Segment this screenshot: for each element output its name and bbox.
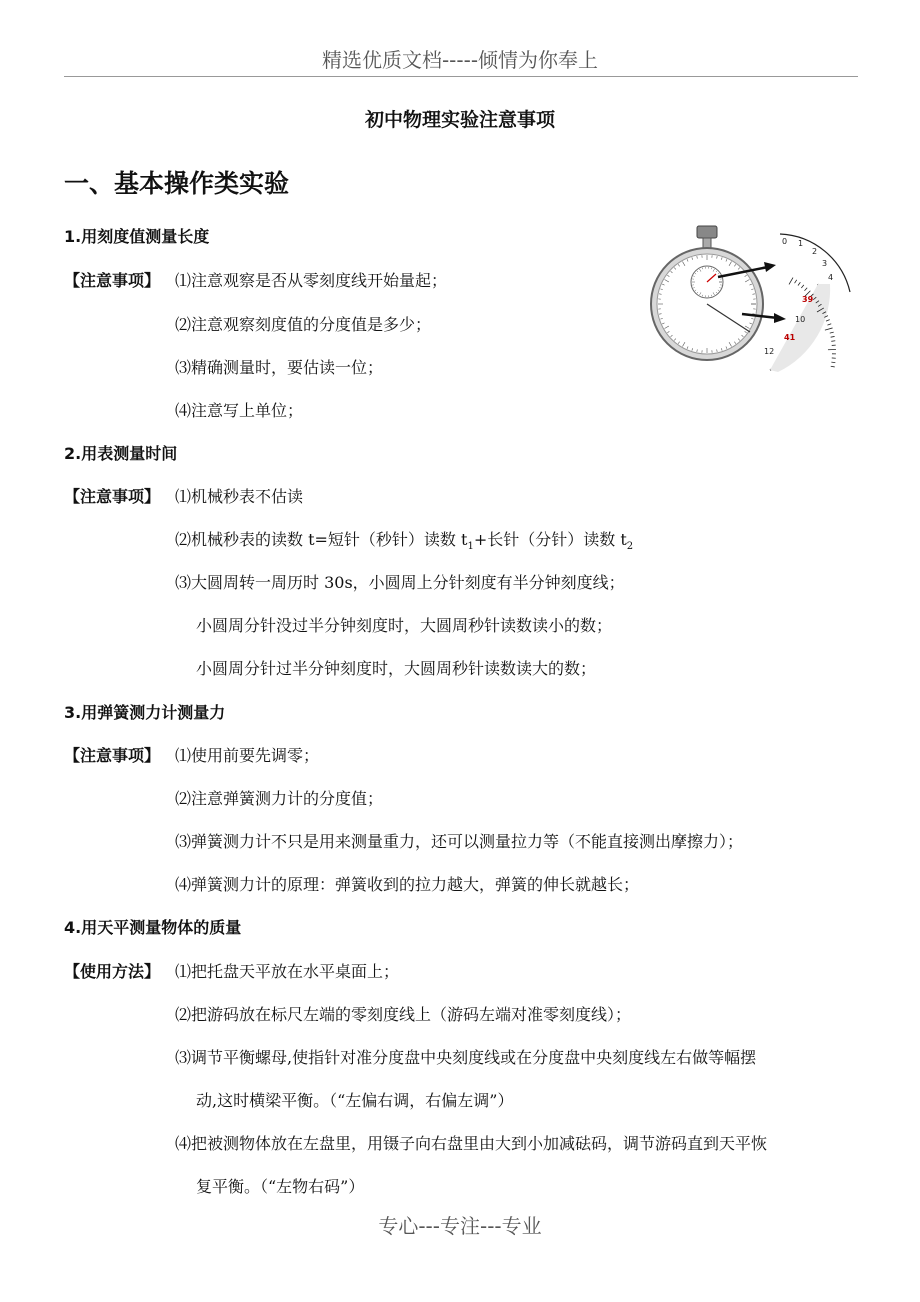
section-title: 一、基本操作类实验: [64, 169, 290, 198]
enlarged-scale-tick: [827, 324, 831, 325]
small-dial-label-4: 4: [828, 273, 834, 282]
enlarged-scale-tick: [831, 341, 835, 342]
enlarged-scale-band: [770, 284, 830, 372]
stopwatch-crown: [697, 226, 717, 238]
small-dial-label-3: 3: [822, 259, 828, 268]
stopwatch-reading-part-2: +长针（分针）读数 t: [473, 530, 627, 549]
item-4-line-5: ⑷把被测物体放在左盘里，用镊子向右盘里由大到小加减砝码，调节游码直到天平恢: [175, 1134, 768, 1153]
item-heading-4: 4.用天平测量物体的质量: [64, 918, 242, 937]
enlarged-scale-tick: [798, 282, 800, 285]
item-tag-4: 【使用方法】: [64, 962, 161, 981]
item-4-line-6: 复平衡。（“左物右码”）: [196, 1177, 365, 1196]
enlarged-scale-tick: [805, 288, 808, 291]
item-tag-1: 【注意事项】: [64, 271, 161, 290]
page-footer: 专心---专注---专业: [378, 1214, 542, 1238]
item-tag-2: 【注意事项】: [64, 487, 161, 506]
item-1-line-2: ⑵注意观察刻度值的分度值是多少；: [175, 315, 432, 334]
item-4-line-4: 动,这时横梁平衡。（“左偏右调，右偏左调”）: [196, 1091, 514, 1110]
large-dial-label-41: 41: [784, 333, 796, 342]
item-heading-2: 2.用表测量时间: [64, 444, 178, 463]
small-dial-label-1: 1: [798, 239, 804, 248]
page-header: 精选优质文档-----倾情为你奉上: [321, 48, 599, 72]
item-1-line-4: ⑷注意写上单位；: [175, 401, 304, 420]
item-heading-1: 1.用刻度值测量长度: [64, 227, 210, 246]
small-dial-label-2: 2: [812, 247, 818, 256]
document-title: 初中物理实验注意事项: [364, 109, 555, 131]
stopwatch-stem: [703, 238, 711, 248]
item-4-line-2: ⑵把游码放在标尺左端的零刻度线上（游码左端对准零刻度线）；: [175, 1005, 632, 1024]
enlarged-scale-tick: [795, 280, 797, 283]
item-3-line-1: ⑴使用前要先调零；: [175, 746, 320, 765]
enlarged-scale-tick: [789, 278, 793, 285]
enlarged-scale-tick: [801, 285, 804, 288]
small-dial-label-0: 0: [782, 237, 788, 246]
arrow-head-2: [774, 313, 786, 323]
item-2-line-1: ⑴机械秒表不估读: [175, 487, 304, 506]
item-3-line-2: ⑵注意弹簧测力计的分度值；: [175, 789, 384, 808]
enlarged-small-scale: [780, 234, 850, 292]
large-dial-label-12: 12: [764, 347, 775, 356]
enlarged-scale-tick: [825, 328, 833, 330]
header-rule: [64, 76, 858, 77]
item-1-line-1: ⑴注意观察是否从零刻度线开始量起；: [175, 271, 448, 290]
item-3-line-3: ⑶弹簧测力计不只是用来测量重力，还可以测量拉力等（不能直接测出摩擦力）；: [175, 832, 744, 851]
item-4-line-3: ⑶调节平衡螺母,使指针对准分度盘中央刻度线或在分度盘中央刻度线左右做等幅摆: [175, 1048, 757, 1067]
item-2-line-2: [175, 527, 633, 552]
stopwatch-illustration: [650, 222, 860, 372]
enlarged-scale-tick: [830, 332, 834, 333]
item-4-line-1: ⑴把托盘天平放在水平桌面上；: [175, 962, 400, 981]
item-heading-3: 3.用弹簧测力计测量力: [64, 703, 226, 722]
item-3-line-4: ⑷弹簧测力计的原理：弹簧收到的拉力越大，弹簧的伸长就越长；: [175, 875, 640, 894]
item-2-line-4: 小圆周分针没过半分钟刻度时，大圆周秒针读数读小的数；: [196, 616, 613, 635]
enlarged-scale-tick: [831, 366, 835, 367]
enlarged-scale-tick: [831, 336, 835, 337]
arrow-head-1: [764, 262, 776, 272]
stopwatch-reading-part-1: ⑵机械秒表的读数 t=短针（秒针）读数 t: [175, 530, 468, 549]
item-tag-3: 【注意事项】: [64, 746, 161, 765]
large-dial-label-10: 10: [795, 315, 806, 324]
subscript-1: 1: [467, 541, 474, 553]
large-dial-label-39: 39: [802, 295, 814, 304]
item-2-line-5: 小圆周分针过半分钟刻度时，大圆周秒针读数读大的数；: [196, 659, 597, 678]
item-1-line-3: ⑶精确测量时，要估读一位；: [175, 358, 384, 377]
subscript-2: 2: [626, 541, 634, 553]
item-2-line-3: ⑶大圆周转一周历时 30s，小圆周上分针刻度有半分钟刻度线；: [175, 573, 625, 592]
enlarged-scale-tick: [826, 320, 830, 322]
